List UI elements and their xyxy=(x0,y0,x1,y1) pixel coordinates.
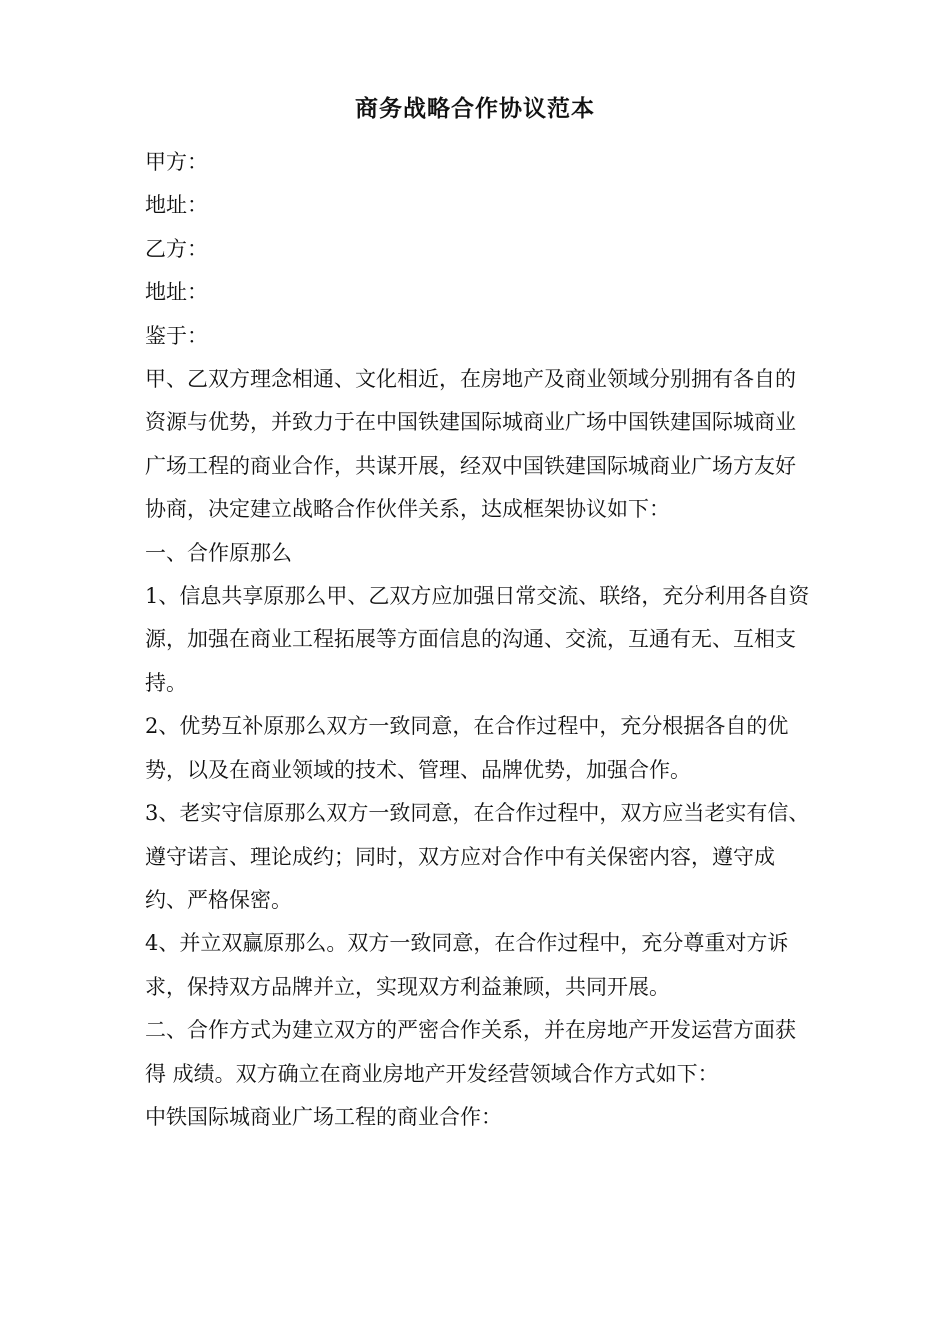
party-b-line: 乙方： xyxy=(145,236,208,261)
party-a-address-line: 地址： xyxy=(145,193,208,218)
preamble-paragraph: 甲、乙双方理念相通、文化相近，在房地产及商业领域分别拥有各自的资源与优势，并致力于在中国铁建国际城商业广场中国铁建国际城商业广场工程的商业合作，共谋开展，经双中国铁建国际城商业广场方友好协商，决定建立战略合作伙伴关系，达成框架协议如下： xyxy=(145,367,796,522)
whereas-line: 鉴于： xyxy=(145,323,208,348)
principle-2-paragraph: 2、优势互补原那么双方一致同意，在合作过程中，充分根据各自的优势，以及在商业领域的技术、管理、品牌优势，加强合作。 xyxy=(145,714,789,782)
party-a-line: 甲方： xyxy=(145,150,208,174)
section-heading-cooperation-mode: 二、合作方式为建立双方的严密合作关系，并在房地产开发运营方面获得 成绩。双方确立在商业房地产开发经营领域合作方式如下： xyxy=(145,1018,796,1086)
principle-1-paragraph: 1、信息共享原那么甲、乙双方应加强日常交流、联络，充分利用各自资源，加强在商业工程拓展等方面信息的沟通、交流，互通有无、互相支持。 xyxy=(145,584,810,695)
principle-3-paragraph: 3、老实守信原那么双方一致同意，在合作过程中，双方应当老实有信、遵守诺言、理论成约；同时，双方应对合作中有关保密内容，遵守成约、严格保密。 xyxy=(145,801,810,912)
principle-4-paragraph: 4、并立双赢原那么。双方一致同意，在合作过程中，充分尊重对方诉求，保持双方品牌并立，实现双方利益兼顾，共同开展。 xyxy=(145,931,789,999)
party-b-address-line: 地址： xyxy=(145,280,208,305)
document-title: 商务战略合作协议范本 xyxy=(355,95,595,122)
section-heading-principles: 一、合作原那么 xyxy=(145,540,292,565)
project-line: 中铁国际城商业广场工程的商业合作： xyxy=(145,1104,502,1129)
document-body xyxy=(145,141,810,1139)
